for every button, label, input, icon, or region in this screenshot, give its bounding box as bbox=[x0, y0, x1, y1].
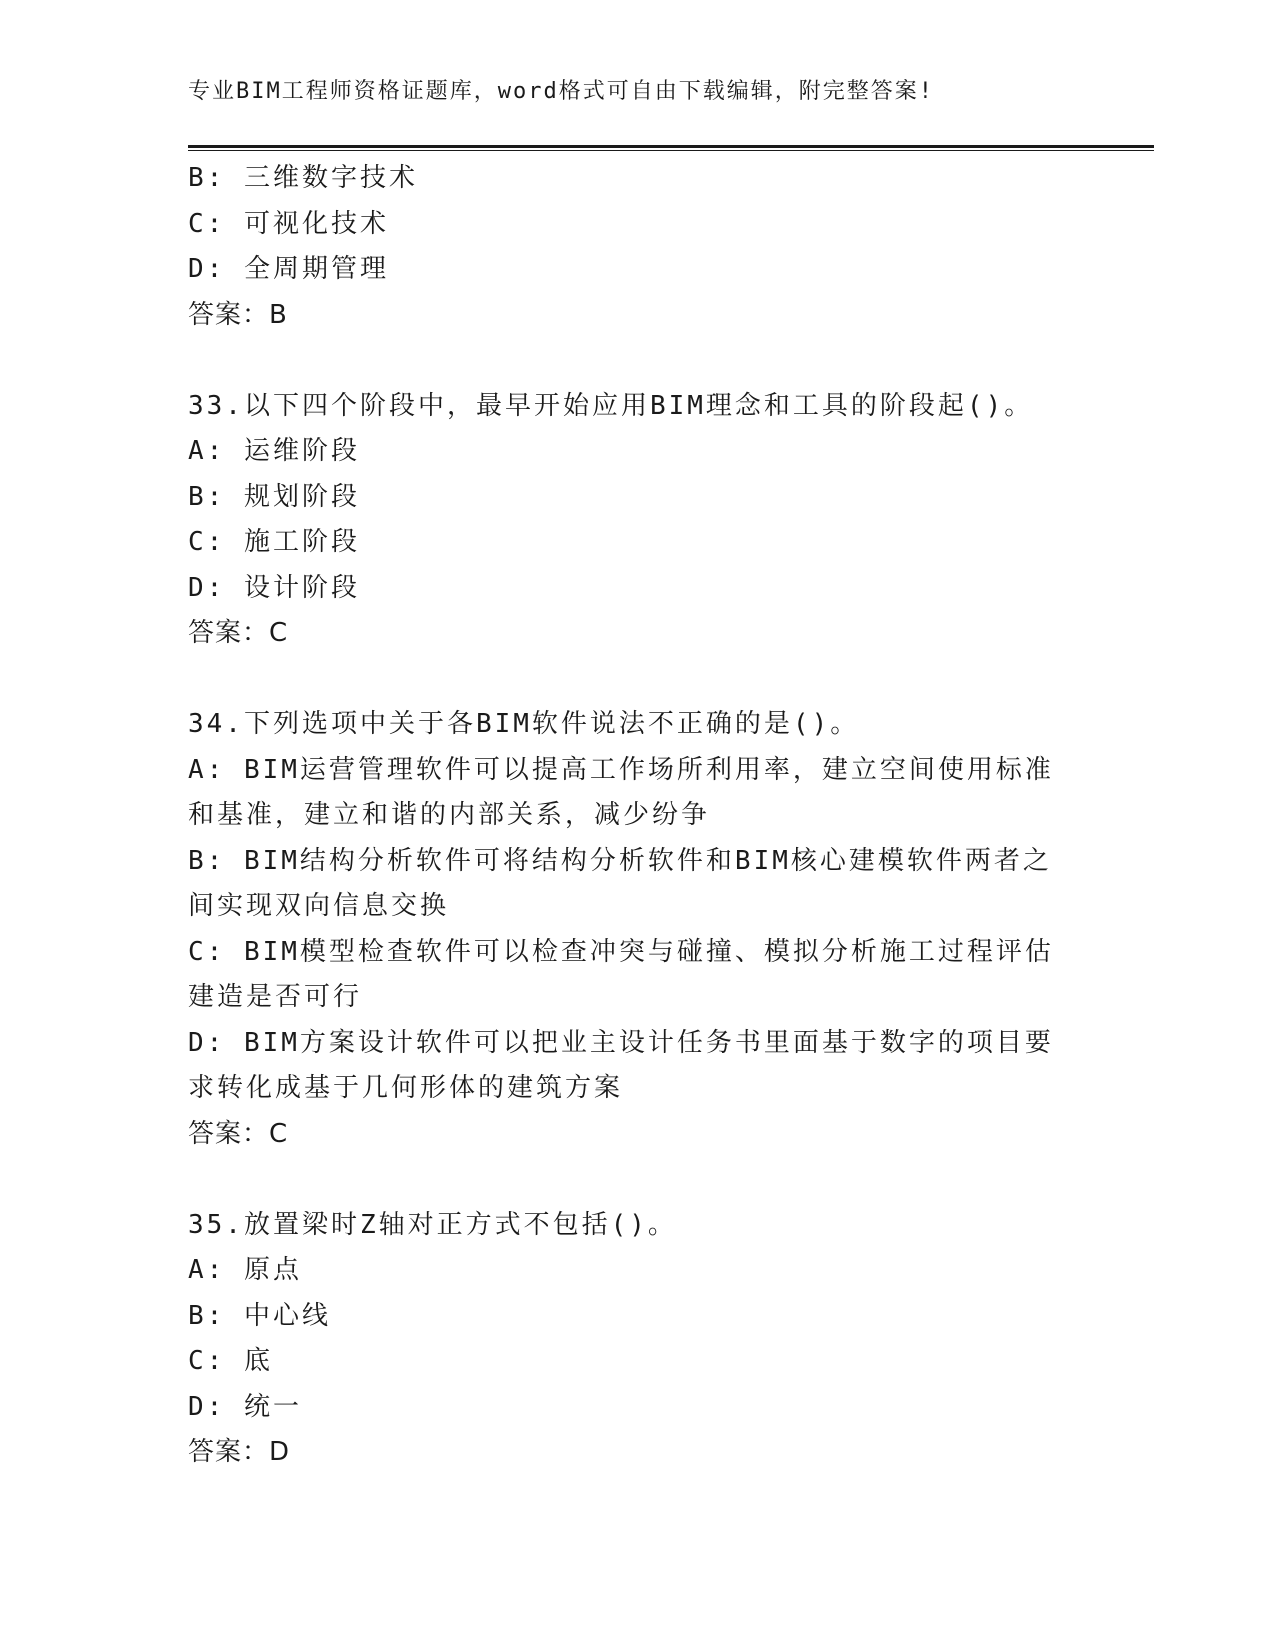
option-a: A: 原点 bbox=[188, 1255, 302, 1285]
option-c: C: 施工阶段 bbox=[188, 527, 360, 557]
header-divider bbox=[188, 145, 1154, 151]
answer: 答案：B bbox=[188, 299, 288, 330]
answer: 答案：C bbox=[188, 618, 289, 648]
question-34 bbox=[188, 702, 1088, 1157]
answer: 答案：D bbox=[188, 1437, 291, 1467]
option-c: C: BIM模型检查软件可以检查冲突与碰撞、模拟分析施工过程评估建造是否可行 bbox=[188, 936, 1054, 1012]
option-d: D: 统一 bbox=[188, 1391, 302, 1422]
option-c: C: 可视化技术 bbox=[188, 208, 389, 239]
option-b: B: BIM结构分析软件可将结构分析软件和BIM核心建模软件两者之间实现双向信息交换 bbox=[188, 845, 1052, 921]
answer: 答案：C bbox=[188, 1118, 289, 1149]
option-d: D: 全周期管理 bbox=[188, 254, 389, 284]
question-content bbox=[188, 156, 1088, 1476]
question-text: 33.以下四个阶段中，最早开始应用BIM理念和工具的阶段起()。 bbox=[188, 390, 1034, 421]
option-b: B: 三维数字技术 bbox=[188, 163, 418, 193]
spacer bbox=[188, 1157, 1088, 1203]
question-text: 35.放置梁时Z轴对正方式不包括()。 bbox=[188, 1209, 677, 1240]
option-d: D: 设计阶段 bbox=[188, 572, 360, 603]
option-a: A: BIM运营管理软件可以提高工作场所利用率，建立空间使用标准和基准，建立和谐的内部关系，减少纷争 bbox=[188, 754, 1054, 830]
question-text: 34.下列选项中关于各BIM软件说法不正确的是()。 bbox=[188, 709, 860, 739]
page-header: 专业BIM工程师资格证题库，word格式可自由下载编辑，附完整答案! bbox=[188, 79, 934, 104]
question-33 bbox=[188, 384, 1088, 657]
option-c: C: 底 bbox=[188, 1346, 273, 1376]
option-b: B: 规划阶段 bbox=[188, 481, 360, 512]
spacer bbox=[188, 657, 1088, 703]
question-35 bbox=[188, 1203, 1088, 1476]
option-d: D: BIM方案设计软件可以把业主设计任务书里面基于数字的项目要求转化成基于几何形体的建筑方案 bbox=[188, 1027, 1054, 1103]
option-a: A: 运维阶段 bbox=[188, 436, 360, 466]
question-32-tail bbox=[188, 156, 1088, 338]
option-b: B: 中心线 bbox=[188, 1300, 331, 1331]
spacer bbox=[188, 338, 1088, 384]
